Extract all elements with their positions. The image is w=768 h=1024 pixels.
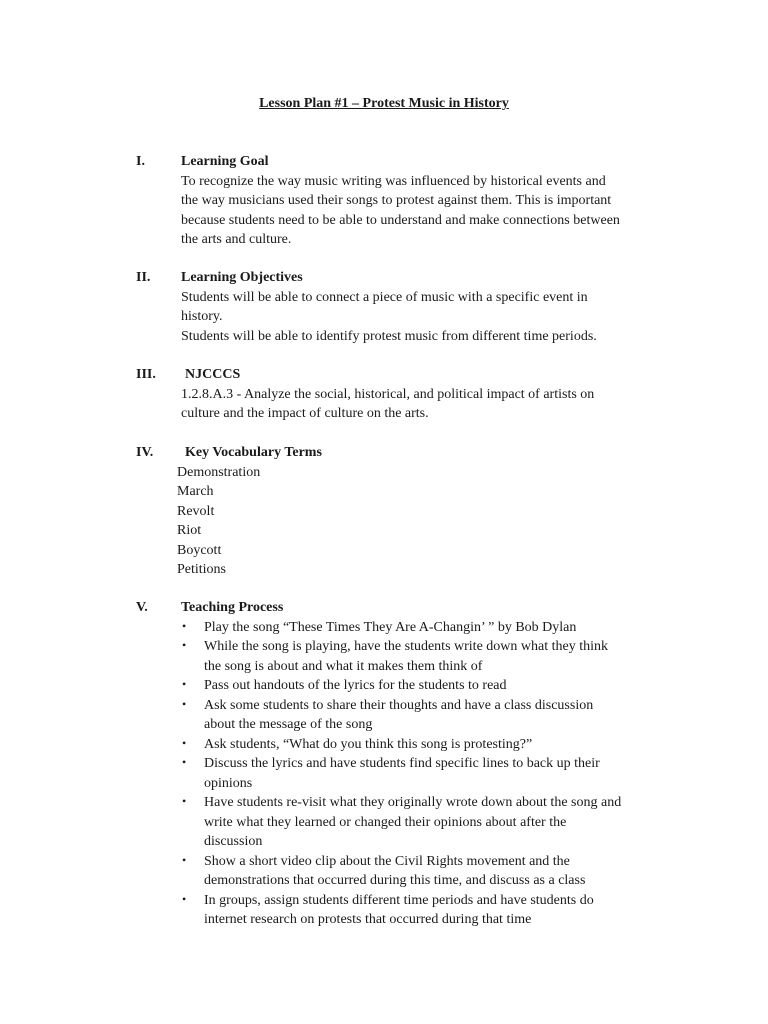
bullet-icon: • bbox=[182, 891, 187, 906]
text-line: Students will be able to connect a piece of music with a specific event in bbox=[181, 289, 588, 305]
bullet-icon: • bbox=[182, 852, 187, 867]
list-item bbox=[180, 735, 664, 755]
list-item bbox=[180, 696, 664, 735]
section-numeral: III. bbox=[136, 367, 156, 382]
section-heading: Key Vocabulary Terms bbox=[185, 445, 322, 460]
section-heading: Learning Objectives bbox=[181, 270, 303, 285]
text-line: 1.2.8.A.3 - Analyze the social, historical, and political impact of artists on bbox=[181, 386, 595, 402]
vocabulary-list bbox=[177, 463, 260, 580]
list-item bbox=[180, 793, 664, 852]
bullet-icon: • bbox=[182, 735, 187, 750]
section-heading: Learning Goal bbox=[181, 154, 269, 169]
section-heading: Teaching Process bbox=[181, 600, 284, 615]
list-item bbox=[180, 754, 664, 793]
vocabulary-term: Demonstration bbox=[177, 464, 261, 480]
text-line: Show a short video clip about the Civil Rights movement and the bbox=[204, 853, 570, 869]
vocabulary-term: Riot bbox=[177, 523, 202, 538]
text-line: the song is about and what it makes them think of bbox=[204, 658, 483, 674]
text-line: opinions bbox=[204, 775, 253, 791]
text-line: Discuss the lyrics and have students find specific lines to back up their bbox=[204, 756, 600, 771]
text-line: Play the song “These Times They Are A-Changin’ ” by Bob Dylan bbox=[204, 619, 577, 635]
text-line: To recognize the way music writing was influenced by historical events and bbox=[181, 173, 606, 189]
text-line: Have students re-visit what they originally wrote down about the song and bbox=[204, 795, 622, 810]
text-line: write what they learned or changed their opinions about after the bbox=[204, 814, 567, 830]
text-line: demonstrations that occurred during this time, and discuss as a class bbox=[204, 873, 586, 888]
text-line: the way musicians used their songs to protest against them. This is important bbox=[181, 193, 612, 208]
text-line: discussion bbox=[204, 834, 263, 849]
bullet-icon: • bbox=[182, 696, 187, 711]
text-line: Ask some students to share their thoughts and have a class discussion bbox=[204, 697, 594, 713]
section-body bbox=[181, 385, 594, 424]
list-item bbox=[180, 676, 664, 696]
section-numeral: II. bbox=[136, 270, 151, 285]
section-numeral: V. bbox=[136, 600, 148, 615]
section-body bbox=[181, 172, 620, 250]
section-body bbox=[181, 288, 597, 347]
vocabulary-term: March bbox=[177, 484, 214, 499]
text-line: because students need to be able to understand and make connections between bbox=[181, 212, 620, 228]
section-numeral: I. bbox=[136, 154, 145, 169]
bullet-icon: • bbox=[182, 618, 187, 633]
list-item bbox=[180, 637, 664, 676]
vocabulary-term: Boycott bbox=[177, 542, 222, 558]
vocabulary-term: Petitions bbox=[177, 562, 227, 577]
bullet-icon: • bbox=[182, 638, 187, 652]
list-item bbox=[180, 618, 664, 638]
text-line: about the message of the song bbox=[204, 717, 373, 732]
text-line: the arts and culture. bbox=[181, 232, 292, 247]
text-line: Students will be able to identify protest music from different time periods. bbox=[181, 328, 597, 344]
section-heading: NJCCCS bbox=[185, 367, 241, 382]
teaching-steps-list bbox=[180, 618, 664, 930]
text-line: internet research on protests that occurred during that time bbox=[204, 912, 532, 927]
list-item bbox=[180, 852, 664, 891]
section-numeral: IV. bbox=[136, 445, 154, 460]
vocabulary-term: Revolt bbox=[177, 503, 215, 519]
list-item bbox=[180, 891, 664, 930]
bullet-icon: • bbox=[182, 677, 187, 691]
page-title: Lesson Plan #1 – Protest Music in History bbox=[259, 96, 509, 111]
text-line: culture and the impact of culture on the arts. bbox=[181, 406, 429, 421]
text-line: While the song is playing, have the students write down what they think bbox=[204, 639, 608, 654]
text-line: In groups, assign students different time periods and have students do bbox=[204, 892, 594, 908]
text-line: Pass out handouts of the lyrics for the students to read bbox=[204, 678, 507, 693]
bullet-icon: • bbox=[182, 794, 187, 808]
text-line: history. bbox=[181, 309, 223, 324]
bullet-icon: • bbox=[182, 755, 187, 769]
text-line: Ask students, “What do you think this song is protesting?” bbox=[204, 736, 533, 752]
